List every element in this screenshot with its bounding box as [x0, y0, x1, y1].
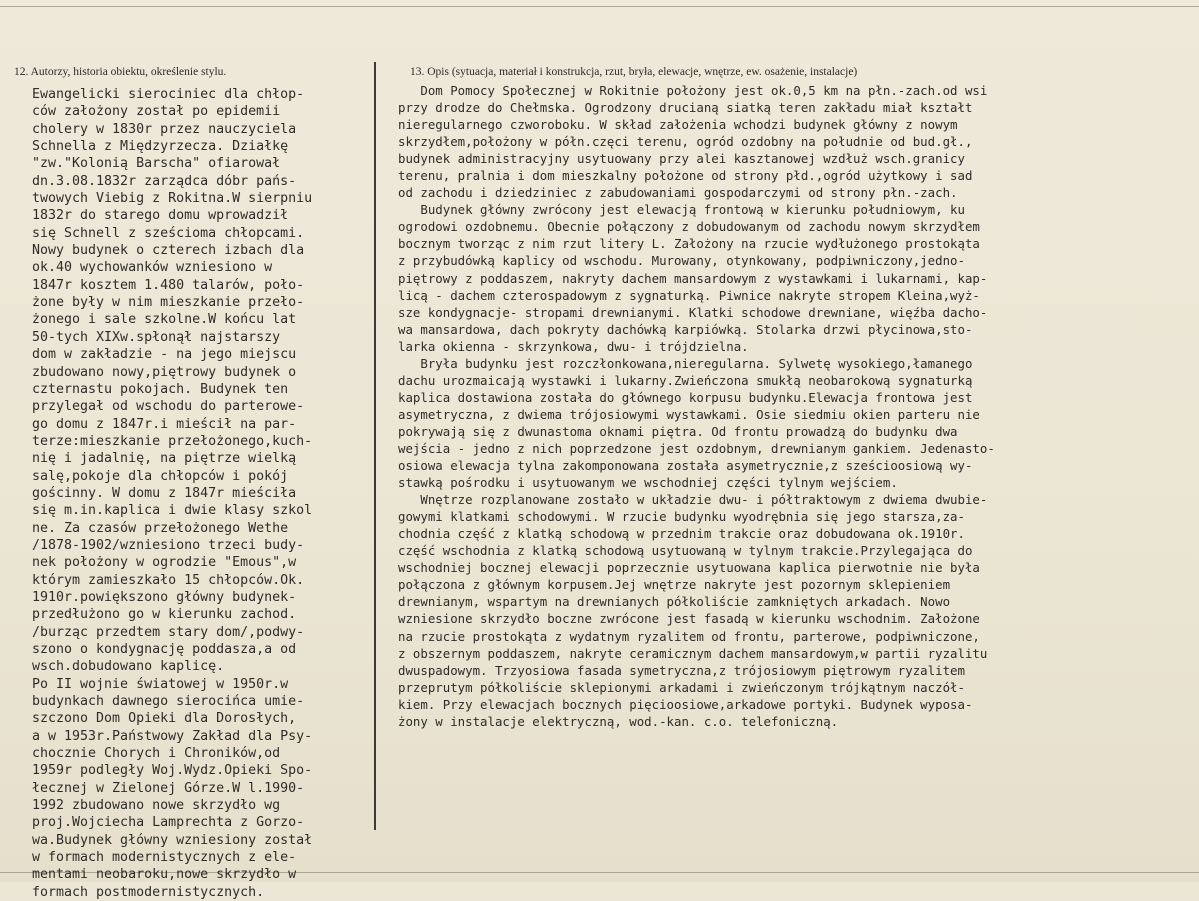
history-text-line: twowych Viebig z Rokitna.W sierpniu	[32, 191, 313, 207]
description-text-line: asymetryczna, z dwiema trójosiowymi wystawkami. Osie siedmiu okien parteru nie	[398, 406, 980, 422]
history-text-line: go domu z 1847r.i mieścił na par-	[32, 416, 297, 432]
history-text-line: Schnella z Międzyrzecza. Działkę	[32, 139, 289, 155]
history-text-line: terze:mieszkanie przełożonego,kuch-	[32, 433, 313, 449]
history-text-line: szono o kondygnację poddasza,a od	[32, 642, 297, 657]
description-text-line: połączona z głównym korpusem.Jej wnętrze nakryte jest pozornym sklepieniem	[398, 577, 951, 593]
description-text-line: larka okienna - skrzynkowa, dwu- i trójdzielna.	[398, 338, 749, 354]
history-text-line: Po II wojnie światowej w 1950r.w	[32, 676, 289, 692]
description-text-column	[398, 82, 1196, 730]
description-text-line: wejścia - jedno z nich poprzedzone jest ozdobnym, drewnianym gankiem. Jedenasto-	[398, 440, 995, 456]
history-text-line: szczono Dom Opieki dla Dorosłych,	[32, 711, 297, 727]
history-text-line: przedłużono go w kierunku zachod.	[32, 607, 297, 623]
description-text-line: na rzucie prostokąta z wydatnym ryzalitem od frontu, parterowe, podpiwniczone,	[398, 628, 980, 644]
history-text-line: wa.Budynek główny wzniesiony został	[32, 832, 313, 848]
history-text-line: dn.3.08.1832r zarządca dóbr pańs-	[32, 173, 297, 189]
description-text-line: osiowa elewacja tylna zakomponowana została asymetrycznie,z sześcioosiową wy-	[398, 458, 973, 474]
history-text-line: 1847r kosztem 1.480 talarów, poło-	[32, 277, 305, 293]
history-text-line: /burząc przedtem stary dom/,podwy-	[32, 624, 305, 640]
history-text-line: ok.40 wychowanków wzniesiono w	[32, 260, 273, 276]
description-text-line: kaplica dostawiona została do głównego korpusu budynku.Elewacja frontowa jest	[398, 389, 973, 405]
description-text-line: terenu, pralnia i dom mieszkalny położone od strony płd.,ogród użytkowy i sad	[398, 168, 973, 184]
section-12-header: 12. Autorzy, historia obiektu, określenie stylu.	[14, 66, 227, 78]
history-text-line: nię i jadalnię, na piętrze wielką	[32, 451, 297, 467]
description-text-line: sze kondygnacje- stropami drewnianymi. Klatki schodowe drewniane, więźba dacho-	[398, 304, 988, 320]
history-text-line: 1910r.powiększono główny budynek-	[32, 589, 297, 605]
description-text-line: żony w instalacje elektryczną, wod.-kan. c.o. telefoniczną.	[398, 713, 839, 729]
description-text-line: z przybudówką kaplicy od wschodu. Murowany, otynkowany, podpiwniczony,jedno-	[398, 253, 965, 269]
history-text-line: /1878-1902/wzniesiono trzeci budy-	[32, 537, 305, 553]
history-text-line: "zw."Kolonią Barscha" ofiarował	[32, 156, 281, 172]
description-text-line: gowymi klatkami schodowymi. W rzucie budynku wyodrębnia się jego starsza,za-	[398, 509, 965, 525]
description-text-line: bocznym tworząc z nim rzut litery L. Założony na rzucie wydłużonego prostokąta	[398, 236, 980, 252]
history-text-line: Ewangelicki sierociniec dla chłop-	[32, 87, 305, 102]
description-text-line: wschodniej bocznej elewacji poprzecznie usytuowana kaplica pierwotnie nie była	[398, 560, 980, 576]
history-text-line: 1959r podległy Woj.Wydz.Opieki Spo-	[32, 763, 313, 779]
history-text-line: przylegał od wschodu do parterowe-	[32, 399, 305, 415]
history-text-line: łecznej w Zielonej Górze.W l.1990-	[32, 780, 305, 796]
description-text-line: Bryła budynku jest rozczłonkowana,nieregularna. Sylwetę wysokiego,łamanego	[398, 355, 973, 371]
description-text-line: Wnętrze rozplanowane zostało w układzie dwu- i półtraktowym z dwiema dwubie-	[398, 492, 988, 508]
history-text-line: w formach modernistycznych z ele-	[32, 850, 297, 866]
description-text-line: wzniesione skrzydło boczne zwrócone jest fasadą w kierunku wschodnim. Założone	[398, 611, 980, 627]
description-text-line: budynek administracyjny usytuowany przy alei kasztanowej wzdłuż wsch.granicy	[398, 151, 965, 167]
history-text-line: cholery w 1830r przez nauczyciela	[32, 121, 297, 137]
description-text-line: wa mansardowa, dach pokryty dachówką karpiówką. Stolarka drzwi płycinowa,sto-	[398, 321, 973, 337]
top-edge-shadow	[0, 6, 1199, 7]
history-text-line: Nowy budynek o czterech izbach dla	[32, 243, 305, 259]
description-text-line: od zachodu i dziedziniec z zabudowaniami gospodarczymi od strony płn.-zach.	[398, 185, 958, 201]
history-text-line: czternastu pokojach. Budynek ten	[32, 381, 289, 397]
description-text-line: kiem. Przy elewacjach bocznych pięcioosiowe,arkadowe portyki. Budynek wyposa-	[398, 696, 973, 712]
description-text-line: z obszernym poddaszem, nakryte ceramicznym dachem mansardowym,w partii ryzalitu	[398, 645, 988, 661]
description-text-line: stawką pośrodku i usytuowanym we wschodniej części tylnym wejściem.	[398, 475, 898, 491]
history-text-line: budynkach dawnego sierocińca umie-	[32, 694, 305, 710]
description-text-line: przeprutym półkoliście sklepionymi arkadami i zwieńczonym trójkątnym naczół-	[398, 679, 965, 695]
history-text-column	[32, 86, 376, 901]
history-text-line: nek położony w ogrodzie "Emous",w	[32, 555, 297, 571]
history-text-line: gościnny. W domu z 1847r mieściła	[32, 485, 297, 501]
history-text-line: a w 1953r.Państwowy Zakład dla Psy-	[32, 728, 313, 744]
description-text-line: Budynek główny zwrócony jest elewacją frontową w kierunku południowym, ku	[398, 202, 965, 218]
history-text-line: chocznie Chorych i Chroników,od	[32, 746, 281, 762]
history-text-line: wsch.dobudowano kaplicę.	[32, 659, 225, 675]
history-text-line: proj.Wojciecha Lamprechta z Gorzo-	[32, 815, 305, 831]
history-text-line: żonego i sale szkolne.W końcu lat	[32, 312, 297, 328]
description-text-line: nieregularnego czworoboku. W skład założenia wchodzi budynek główny z nowym	[398, 117, 958, 133]
history-text-line: dom w zakładzie - na jego miejscu	[32, 347, 297, 363]
history-text-line: zbudowano nowy,piętrowy budynek o	[32, 364, 297, 380]
description-text-line: dachu urozmaicają wystawki i lukarny.Zwieńczona smukłą neobarokową sygnaturką	[398, 372, 973, 388]
history-text-line: 1992 zbudowano nowe skrzydło wg	[32, 798, 281, 814]
description-text-line: część wschodnia z klatką schodową usytuowaną w tylnym trakcie.Przylegająca do	[398, 543, 973, 559]
history-text-line: ców założony został po epidemii	[32, 104, 281, 120]
description-text-line: ogrodowi ozdobnemu. Obecnie połączony z dobudowanym od zachodu nowym skrzydłem	[398, 219, 980, 235]
history-text-line: 1832r do starego domu wprowadził	[32, 208, 289, 224]
description-text-line: piętrowy z poddaszem, nakryty dachem mansardowym z wystawkami i lukarnami, kap-	[398, 270, 988, 286]
description-text-line: pokrywają się z dwunastoma oknami piętra. Od frontu prowadzą do budynku dwa	[398, 423, 958, 439]
history-text-line: żone były w nim mieszkanie przeło-	[32, 295, 305, 311]
description-text-line: Dom Pomocy Społecznej w Rokitnie położony jest ok.0,5 km na płn.-zach.od wsi	[398, 83, 988, 98]
history-text-line: mentami neobaroku,nowe skrzydło w	[32, 867, 297, 883]
history-text-line: 50-tych XIXw.spłonął najstarszy	[32, 329, 281, 345]
description-text-line: dwuspadowym. Trzyosiowa fasada symetryczna,z trójosiowym piętrowym ryzalitem	[398, 662, 965, 678]
history-text-line: ne. Za czasów przełożonego Wethe	[32, 520, 289, 536]
description-text-line: licą - dachem czterospadowym z sygnaturką. Piwnice nakryte stropem Kleina,wyż-	[398, 287, 980, 303]
history-text-line: się m.in.kaplica i dwie klasy szkol	[32, 503, 313, 519]
history-text-line: formach postmodernistycznych.	[32, 884, 265, 900]
description-text-line: drewnianym, wspartym na drewnianych półkoliście zamkniętych arkadach. Nowo	[398, 594, 951, 610]
description-text-line: przy drodze do Chełmska. Ogrodzony drucianą siatką teren zakładu miał kształt	[398, 100, 973, 116]
history-text-line: którym zamieszkało 15 chłopców.Ok.	[32, 572, 305, 588]
description-text-line: chodnia część z klatką schodową w przednim trakcie oraz dobudowana ok.1910r.	[398, 526, 965, 542]
history-text-line: się Schnell z sześcioma chłopcami.	[32, 225, 305, 241]
section-13-header: 13. Opis (sytuacja, materiał i konstrukcja, rzut, bryła, elewacje, wnętrze, ew. osażenie, instalacje)	[410, 66, 858, 78]
history-text-line: salę,pokoje dla chłopców i pokój	[32, 468, 289, 484]
description-text-line: skrzydłem,położony w półn.częci terenu, ogród ozdobny na południe od bud.gł.,	[398, 134, 973, 150]
